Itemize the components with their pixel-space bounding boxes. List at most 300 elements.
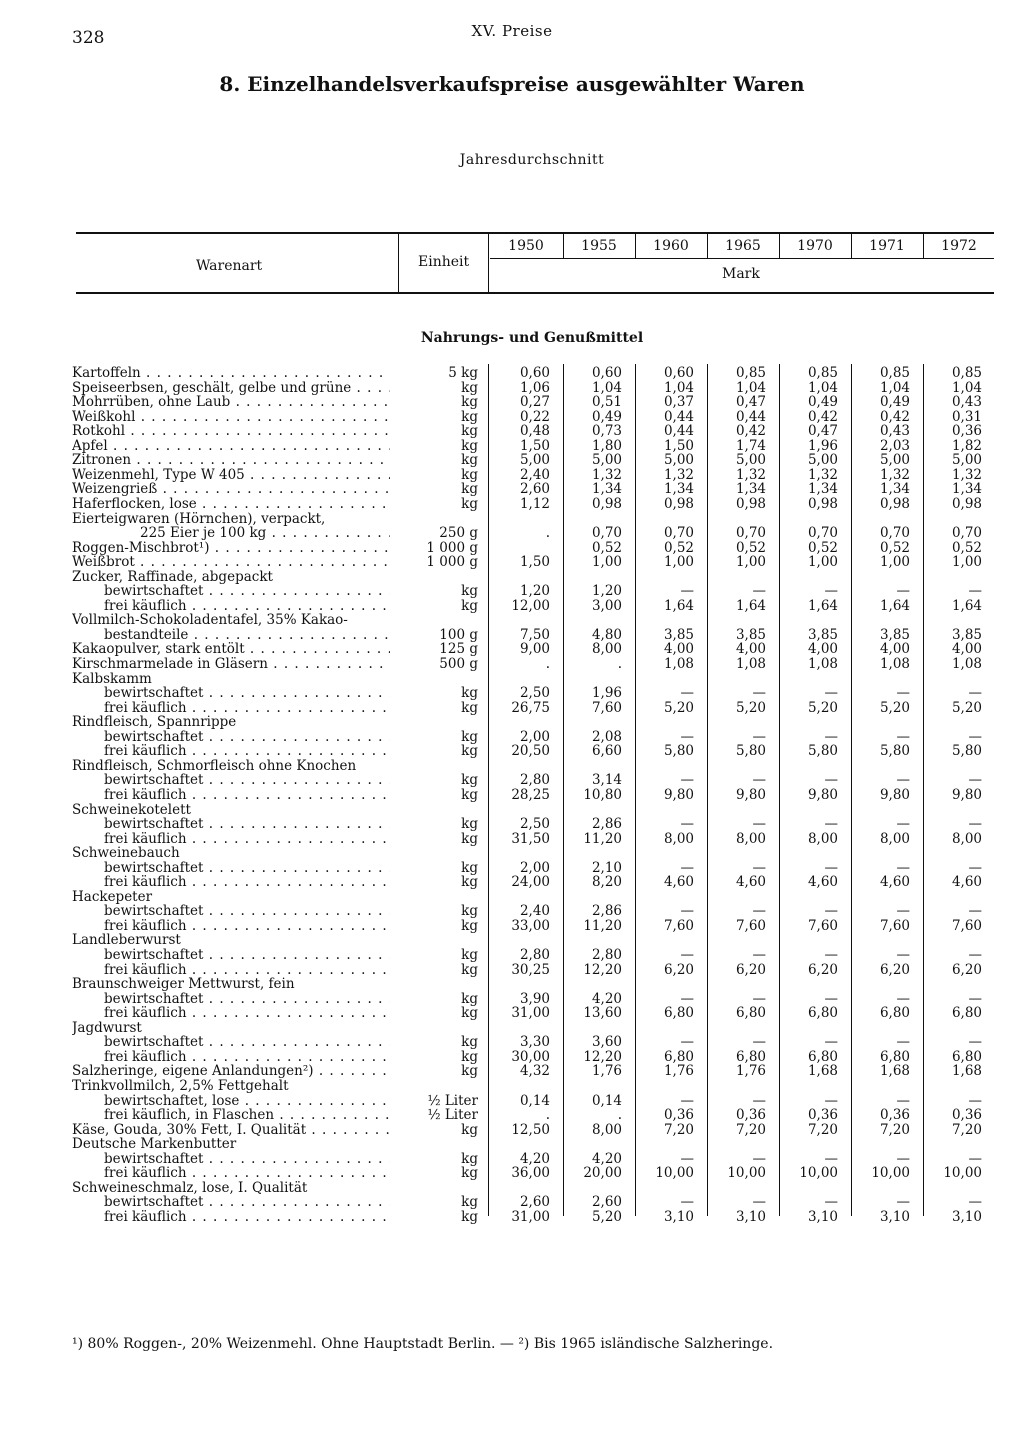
price-cell: 12,50 [511, 1121, 550, 1138]
price-cell: 7,60 [735, 917, 766, 934]
row-unit: kg [461, 495, 478, 512]
price-cell: 1,34 [663, 481, 694, 498]
price-cell: 1,32 [663, 466, 694, 483]
price-cell: 1,32 [735, 466, 766, 483]
price-cell: — [824, 1034, 838, 1051]
price-cell: 6,80 [807, 1005, 838, 1022]
price-cell: 0,47 [807, 423, 838, 440]
price-cell: 4,20 [519, 1150, 550, 1167]
price-cell: 3,60 [591, 1034, 622, 1051]
price-cell: 3,30 [519, 1034, 550, 1051]
price-cell: 6,80 [735, 1005, 766, 1022]
row-label: Kartoffeln . . . [72, 366, 390, 381]
table-row [0, 919, 1024, 934]
row-unit: kg [461, 772, 478, 789]
price-cell: 5,00 [663, 452, 694, 469]
table-row [0, 933, 1024, 948]
row-unit: kg [461, 408, 478, 425]
price-cell: 0,52 [807, 539, 838, 556]
price-cell: — [680, 947, 694, 963]
row-unit: kg [461, 990, 478, 1007]
price-cell: 12,20 [583, 1048, 622, 1065]
table-row [0, 701, 1024, 716]
price-cell: 4,60 [735, 874, 766, 891]
price-cell: — [680, 1034, 694, 1051]
header-warenart: Warenart [196, 258, 263, 274]
price-cell: 5,00 [519, 452, 550, 469]
row-unit: 5 kg [448, 365, 478, 381]
price-cell: 7,60 [951, 917, 982, 934]
price-cell: — [968, 1194, 982, 1211]
price-cell: — [896, 728, 910, 745]
table-row [0, 832, 1024, 847]
price-cell: 1,32 [879, 466, 910, 483]
price-cell: — [752, 859, 766, 876]
row-label: Rindfleisch, Schmorfleisch ohne Knochen [72, 758, 357, 774]
price-cell: 10,00 [871, 1165, 910, 1182]
price-cell: 6,20 [807, 961, 838, 978]
price-cell: 2,60 [519, 1194, 550, 1211]
header-bottom-rule [76, 292, 994, 294]
table-row [0, 1035, 1024, 1050]
price-cell: 6,80 [951, 1048, 982, 1065]
price-cell: — [896, 903, 910, 920]
price-cell: 9,80 [879, 786, 910, 803]
row-label: Schweineschmalz, lose, I. Qualität [72, 1180, 308, 1196]
price-cell: — [824, 1150, 838, 1167]
table-row [0, 1050, 1024, 1065]
price-cell: 4,00 [879, 641, 910, 658]
row-label: bestandteile . . . [104, 628, 390, 643]
price-cell: 0,36 [663, 1107, 694, 1124]
row-unit: kg [461, 859, 478, 876]
table-row [0, 992, 1024, 1007]
price-cell: 1,76 [735, 1063, 766, 1080]
price-cell: 0,60 [663, 365, 694, 381]
price-cell: 1,32 [951, 466, 982, 483]
row-unit: kg [461, 379, 478, 396]
table-row [0, 613, 1024, 628]
price-cell: 3,14 [591, 772, 622, 789]
price-cell: 26,75 [511, 699, 550, 716]
price-cell: 0,44 [663, 423, 694, 440]
table-row [0, 628, 1024, 643]
price-cell: 0,70 [591, 525, 622, 542]
price-cell: 4,00 [951, 641, 982, 658]
price-cell: — [824, 772, 838, 789]
price-cell: 8,00 [663, 830, 694, 847]
footnote: ¹) 80% Roggen-, 20% Weizenmehl. Ohne Hauptstadt Berlin. — ²) Bis 1965 isländische Salzheringe. [72, 1336, 774, 1352]
price-cell: 4,60 [951, 874, 982, 891]
row-label: bewirtschaftet . . . [104, 992, 390, 1007]
price-cell: 4,00 [663, 641, 694, 658]
price-cell: 6,80 [807, 1048, 838, 1065]
price-cell: 7,20 [879, 1121, 910, 1138]
price-cell: 6,80 [735, 1048, 766, 1065]
table-row [0, 381, 1024, 396]
row-unit: kg [461, 1048, 478, 1065]
price-cell: — [824, 859, 838, 876]
price-cell: 1,68 [879, 1063, 910, 1080]
price-cell: 30,00 [511, 1048, 550, 1065]
header-divider-warenart [398, 234, 399, 292]
table-row [0, 1108, 1024, 1123]
header-divider-einheit [488, 234, 489, 292]
price-cell: — [752, 728, 766, 745]
table-row [0, 541, 1024, 556]
price-cell: 11,20 [583, 917, 622, 934]
row-label: Speiseerbsen, geschält, gelbe und grüne . . . [72, 381, 390, 396]
price-cell: — [968, 947, 982, 963]
price-cell: 8,00 [951, 830, 982, 847]
table-row [0, 1181, 1024, 1196]
price-cell: 6,60 [591, 743, 622, 760]
row-label: Zucker, Raffinade, abgepackt [72, 569, 273, 585]
price-cell: 1,74 [735, 437, 766, 454]
table-row [0, 890, 1024, 905]
row-label: Salzheringe, eigene Anlandungen²) . . . [72, 1064, 390, 1079]
row-label: Äpfel . . . [72, 439, 390, 454]
price-cell: — [896, 1092, 910, 1109]
price-cell: 0,60 [591, 365, 622, 381]
table-row [0, 1123, 1024, 1138]
price-cell: 11,20 [583, 830, 622, 847]
price-cell: 0,43 [879, 423, 910, 440]
price-cell: 0,36 [951, 423, 982, 440]
row-label: Weißkohl . . . [72, 410, 390, 425]
table-row [0, 453, 1024, 468]
price-cell: 31,00 [511, 1208, 550, 1225]
row-label: Schweinebauch [72, 846, 180, 861]
price-cell: 2,50 [519, 685, 550, 702]
price-cell: 1,08 [879, 656, 910, 672]
price-cell: 9,00 [519, 641, 550, 658]
price-cell: 6,80 [663, 1005, 694, 1022]
table-row [0, 410, 1024, 425]
price-cell: 8,00 [735, 830, 766, 847]
price-cell: 8,00 [591, 1121, 622, 1138]
price-cell: — [680, 1150, 694, 1167]
price-cell: 3,10 [735, 1208, 766, 1225]
price-cell: 0,70 [663, 525, 694, 542]
price-cell: 7,50 [519, 626, 550, 643]
row-unit: kg [461, 583, 478, 600]
table-row [0, 526, 1024, 541]
price-cell: — [824, 947, 838, 963]
row-label: Braunschweiger Mettwurst, fein [72, 977, 295, 992]
price-cell: 0,22 [519, 408, 550, 425]
table-row [0, 439, 1024, 454]
year-header: 1971 [869, 238, 905, 254]
price-cell: 0,49 [591, 408, 622, 425]
header-divider-1970 [779, 234, 780, 258]
price-cell: 0,37 [663, 394, 694, 411]
header-divider-1965 [707, 234, 708, 258]
row-unit: 1 000 g [426, 539, 478, 556]
price-cell: — [896, 990, 910, 1007]
price-cell: — [680, 728, 694, 745]
price-cell: 0,98 [807, 495, 838, 512]
row-label: frei käuflich . . . [104, 1006, 390, 1021]
table-row [0, 1210, 1024, 1225]
price-cell: 0,52 [591, 539, 622, 556]
price-cell: — [752, 583, 766, 600]
row-unit: kg [461, 437, 478, 454]
table-row [0, 424, 1024, 439]
price-cell: 7,60 [591, 699, 622, 716]
row-label: Weißbrot . . . [72, 555, 390, 570]
price-cell: 1,00 [879, 554, 910, 571]
price-cell: — [824, 728, 838, 745]
price-cell: 1,34 [735, 481, 766, 498]
price-cell: — [824, 990, 838, 1007]
price-cell: — [752, 1150, 766, 1167]
table-row [0, 1195, 1024, 1210]
price-cell: — [968, 583, 982, 600]
price-cell: 1,06 [519, 379, 550, 396]
price-cell: 5,00 [879, 452, 910, 469]
price-cell: — [968, 1092, 982, 1109]
price-cell: 1,04 [879, 379, 910, 396]
price-cell: 2,50 [519, 816, 550, 833]
price-cell: 7,20 [951, 1121, 982, 1138]
row-unit: kg [461, 786, 478, 803]
price-cell: 1,04 [951, 379, 982, 396]
table-subtitle: Jahresdurchschnitt [459, 152, 605, 168]
price-cell: 4,60 [807, 874, 838, 891]
table-row [0, 366, 1024, 381]
row-label: bewirtschaftet . . . [104, 817, 390, 832]
price-cell: 4,60 [663, 874, 694, 891]
price-cell: 3,85 [951, 626, 982, 643]
price-cell: 5,20 [951, 699, 982, 716]
row-unit: 100 g [439, 626, 478, 643]
row-unit: kg [461, 816, 478, 833]
price-cell: 1,00 [807, 554, 838, 571]
row-unit: kg [461, 1121, 478, 1138]
price-cell: 5,80 [735, 743, 766, 760]
table-row [0, 744, 1024, 759]
price-cell: 0,48 [519, 423, 550, 440]
row-label: Eierteigwaren (Hörnchen), verpackt, [72, 511, 326, 526]
row-label: Rotkohl . . . [72, 424, 390, 439]
price-cell: 2,00 [519, 859, 550, 876]
table-row [0, 555, 1024, 570]
price-cell: 6,20 [879, 961, 910, 978]
price-cell: 31,50 [511, 830, 550, 847]
price-cell: 0,98 [735, 495, 766, 512]
price-cell: — [680, 685, 694, 702]
price-cell: 3,10 [951, 1208, 982, 1225]
price-cell: 2,86 [591, 816, 622, 833]
price-cell: 7,20 [807, 1121, 838, 1138]
table-row [0, 672, 1024, 687]
price-cell: 0,70 [807, 525, 838, 542]
price-cell: 1,64 [735, 597, 766, 614]
price-cell: 2,86 [591, 903, 622, 920]
price-cell: — [896, 859, 910, 876]
price-cell: 7,60 [663, 917, 694, 934]
price-cell: 9,80 [951, 786, 982, 803]
row-unit: kg [461, 743, 478, 760]
row-unit: kg [461, 699, 478, 716]
price-cell: — [896, 816, 910, 833]
price-cell: 5,00 [591, 452, 622, 469]
price-cell: — [968, 1150, 982, 1167]
price-cell: 31,00 [511, 1005, 550, 1022]
price-cell: 0,98 [879, 495, 910, 512]
table-row [0, 846, 1024, 861]
price-cell: 1,04 [807, 379, 838, 396]
year-mark-rule [490, 258, 994, 259]
price-cell: 2,10 [591, 859, 622, 876]
price-cell: — [896, 1150, 910, 1167]
price-cell: — [968, 903, 982, 920]
price-cell: 5,00 [807, 452, 838, 469]
header-top-rule [76, 232, 994, 234]
row-label: bewirtschaftet . . . [104, 861, 390, 876]
price-cell: 0,85 [807, 365, 838, 381]
price-cell: 2,80 [519, 772, 550, 789]
table-row [0, 715, 1024, 730]
table-row [0, 599, 1024, 614]
price-cell: 2,08 [591, 728, 622, 745]
row-label: Haferflocken, lose . . . [72, 497, 390, 512]
table-title: 8. Einzelhandelsverkaufspreise ausgewählter Waren [219, 72, 805, 96]
price-cell: 28,25 [511, 786, 550, 803]
price-cell: 5,00 [735, 452, 766, 469]
price-cell: 1,20 [591, 583, 622, 600]
table-row [0, 497, 1024, 512]
table-row [0, 512, 1024, 527]
row-label: bewirtschaftet . . . [104, 584, 390, 599]
price-cell: — [968, 990, 982, 1007]
price-cell: 6,20 [663, 961, 694, 978]
table-row [0, 1064, 1024, 1079]
price-cell: — [896, 947, 910, 963]
table-row [0, 803, 1024, 818]
price-cell: 1,64 [951, 597, 982, 614]
price-cell: 5,80 [663, 743, 694, 760]
row-unit: ½ Liter [427, 1092, 478, 1109]
category-heading: Nahrungs- und Genußmittel [420, 330, 644, 346]
row-unit: kg [461, 874, 478, 891]
year-header: 1950 [508, 238, 544, 254]
price-cell: 1,08 [807, 656, 838, 672]
row-label: bewirtschaftet . . . [104, 730, 390, 745]
price-cell: 0,14 [519, 1092, 550, 1109]
price-cell: 0,36 [879, 1107, 910, 1124]
price-cell: . [617, 656, 622, 672]
price-cell: 5,20 [735, 699, 766, 716]
price-cell: — [824, 685, 838, 702]
header-divider-1960 [635, 234, 636, 258]
price-cell: 10,00 [655, 1165, 694, 1182]
table-row [0, 1079, 1024, 1094]
price-cell: 2,40 [519, 466, 550, 483]
price-cell: 6,80 [663, 1048, 694, 1065]
price-cell: — [896, 772, 910, 789]
table-row [0, 570, 1024, 585]
row-label: frei käuflich . . . [104, 832, 390, 847]
row-label: 225 Eier je 100 kg . . . [140, 526, 390, 541]
price-cell: — [680, 772, 694, 789]
row-unit: ½ Liter [427, 1107, 478, 1124]
row-label: frei käuflich . . . [104, 744, 390, 759]
price-cell: — [752, 990, 766, 1007]
price-cell: 1,08 [735, 656, 766, 672]
year-header: 1965 [725, 238, 761, 254]
price-cell: 4,20 [591, 1150, 622, 1167]
price-cell: 0,42 [879, 408, 910, 425]
price-cell: 7,20 [735, 1121, 766, 1138]
row-label: Kalbskamm [72, 671, 152, 687]
price-cell: — [752, 1034, 766, 1051]
price-cell: 0,70 [879, 525, 910, 542]
price-cell: 1,64 [807, 597, 838, 614]
price-cell: 2,80 [519, 947, 550, 963]
table-row [0, 468, 1024, 483]
row-unit: kg [461, 597, 478, 614]
price-cell: 1,20 [519, 583, 550, 600]
price-cell: — [896, 1034, 910, 1051]
price-cell: 1,50 [663, 437, 694, 454]
row-label: Kakaopulver, stark entölt . . . [72, 642, 390, 657]
row-unit: kg [461, 1165, 478, 1182]
row-label: Zitronen . . . [72, 453, 390, 468]
price-cell: 0,49 [807, 394, 838, 411]
table-row [0, 861, 1024, 876]
price-cell: 1,80 [591, 437, 622, 454]
price-cell: 0,85 [735, 365, 766, 381]
row-unit: kg [461, 961, 478, 978]
price-cell: 0,85 [951, 365, 982, 381]
price-cell: 1,34 [951, 481, 982, 498]
price-cell: 20,50 [511, 743, 550, 760]
row-unit: kg [461, 917, 478, 934]
price-cell: 1,76 [663, 1063, 694, 1080]
year-header: 1972 [941, 238, 977, 254]
price-cell: — [680, 990, 694, 1007]
price-cell: 0,70 [735, 525, 766, 542]
table-row [0, 1137, 1024, 1152]
price-cell: 1,34 [807, 481, 838, 498]
price-cell: — [752, 816, 766, 833]
price-cell: 1,04 [663, 379, 694, 396]
price-cell: 5,20 [879, 699, 910, 716]
price-cell: — [896, 1194, 910, 1211]
price-cell: 3,85 [663, 626, 694, 643]
price-cell: 0,42 [807, 408, 838, 425]
price-cell: 0,44 [663, 408, 694, 425]
price-cell: 1,34 [591, 481, 622, 498]
table-row [0, 1021, 1024, 1036]
price-cell: — [680, 1092, 694, 1109]
row-label: Schweinekotelett [72, 802, 191, 817]
price-cell: 1,08 [663, 656, 694, 672]
price-cell: 0,47 [735, 394, 766, 411]
price-cell: 3,90 [519, 990, 550, 1007]
price-cell: 2,60 [519, 481, 550, 498]
price-cell: 0,27 [519, 394, 550, 411]
row-unit: 250 g [439, 525, 478, 542]
price-cell: . [545, 656, 550, 672]
price-cell: 2,40 [519, 903, 550, 920]
price-cell: 0,51 [591, 394, 622, 411]
row-unit: 125 g [439, 641, 478, 658]
price-cell: 1,82 [951, 437, 982, 454]
row-unit: 500 g [439, 656, 478, 672]
